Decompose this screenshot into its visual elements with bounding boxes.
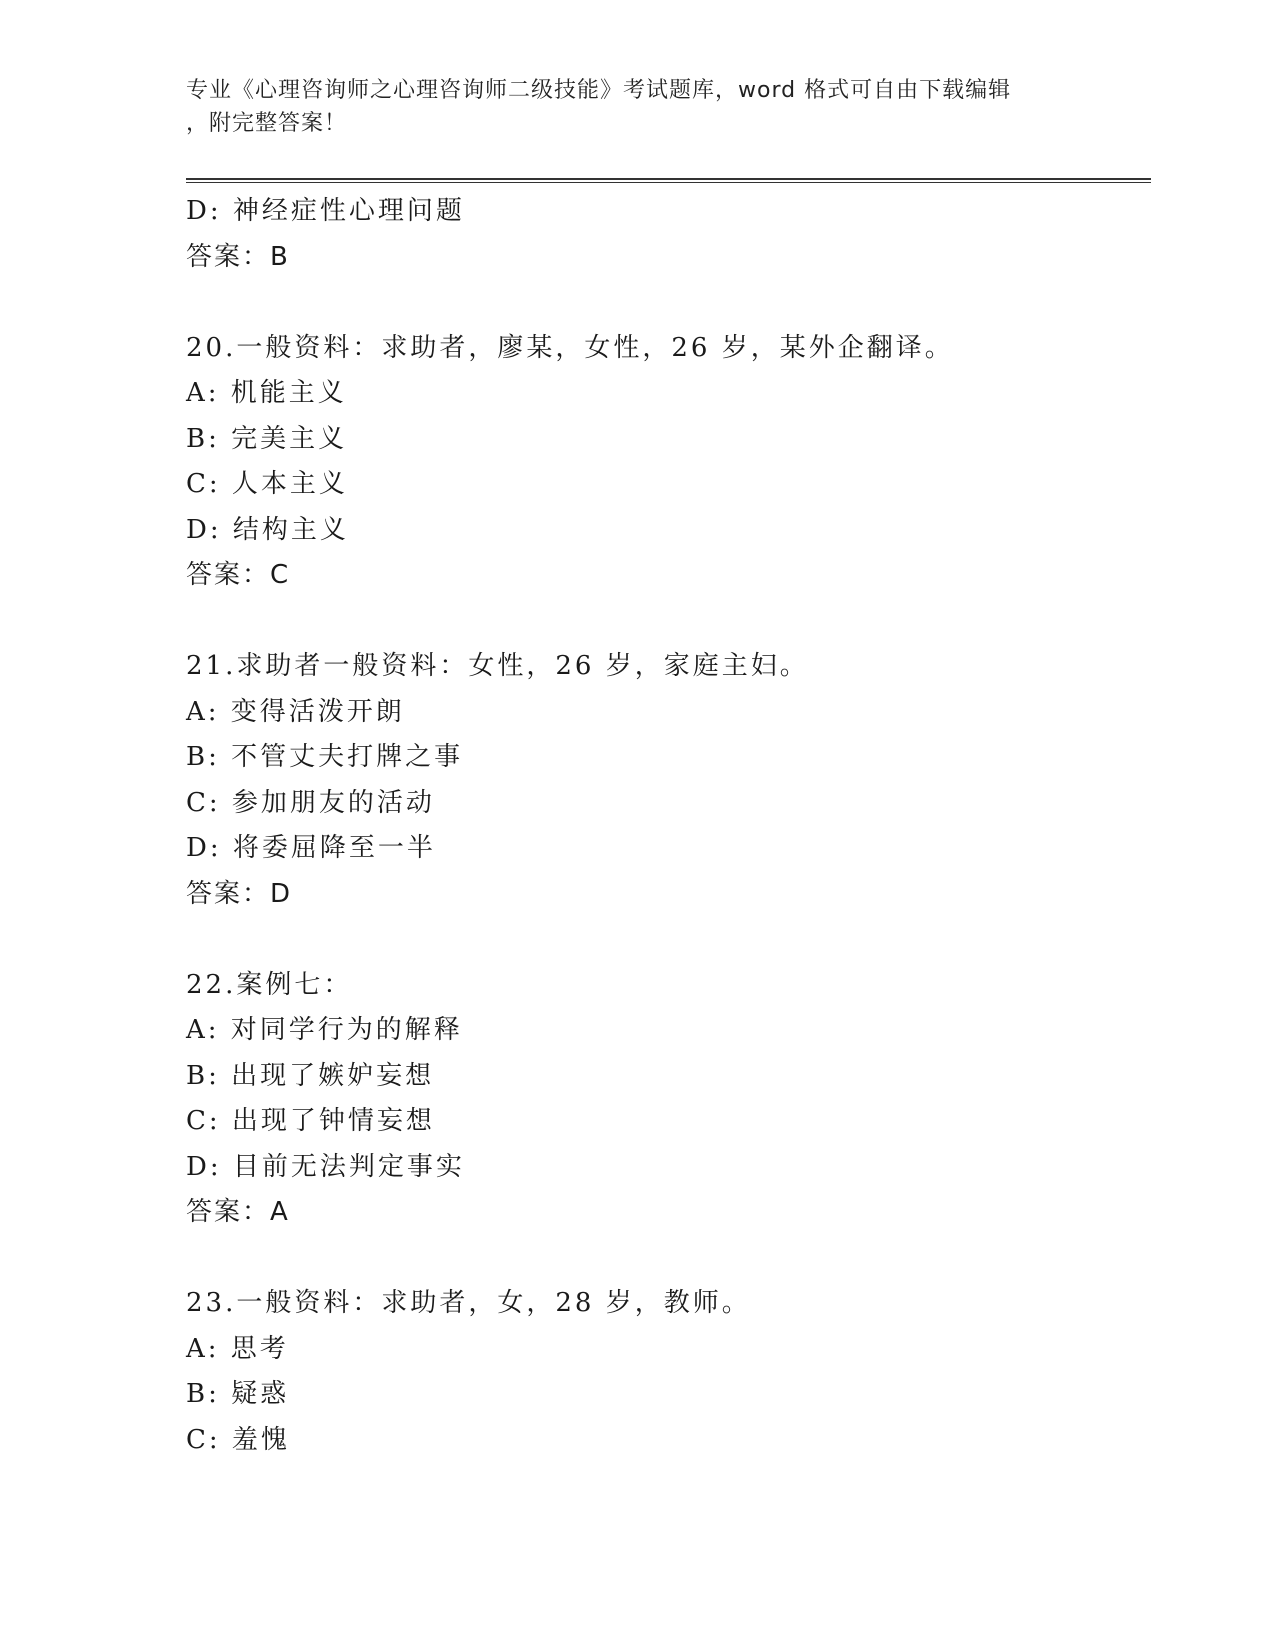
option-a: A: 对同学行为的解释 (186, 1015, 463, 1045)
header-divider-thin (186, 182, 1151, 183)
answer-line: 答案：D (186, 878, 293, 909)
option-c: C: 出现了钟情妄想 (186, 1106, 435, 1136)
document-header (186, 74, 1086, 140)
option-b: B: 出现了嫉妒妄想 (186, 1060, 435, 1091)
question-stem: 20.一般资料：求助者，廖某，女性，26 岁，某外企翻译。 (186, 332, 954, 363)
question-stem: 22.案例七： (186, 969, 353, 1000)
question-stem: 21.求助者一般资料：女性，26 岁，家庭主妇。 (186, 651, 809, 681)
header-divider-thick (186, 178, 1151, 180)
answer-line: 答案：A (186, 1197, 290, 1227)
option-d: D: 结构主义 (186, 514, 349, 545)
header-line-1: 专业《心理咨询师之心理咨询师二级技能》考试题库，word 格式可自由下载编辑 (186, 78, 1012, 103)
option-a: A: 机能主义 (186, 378, 347, 408)
option-c: C: 人本主义 (186, 469, 348, 499)
question-stem: 23.一般资料：求助者，女，28 岁，教师。 (186, 1288, 751, 1318)
option-a: A: 变得活泼开朗 (186, 696, 405, 727)
question-list (186, 189, 1146, 1463)
header-line-2: ，附完整答案！ (186, 111, 348, 136)
option-d: D: 目前无法判定事实 (186, 1151, 465, 1182)
option-d: D: 将委屈降至一半 (186, 833, 436, 863)
option-b: B: 完美主义 (186, 423, 348, 454)
answer-line: 答案：B (186, 241, 290, 272)
question-block (186, 1281, 1146, 1463)
option-b: B: 不管丈夫打牌之事 (186, 742, 464, 772)
option-c: C: 参加朋友的活动 (186, 787, 435, 818)
answer-line: 答案：C (186, 560, 291, 590)
question-block (186, 963, 1146, 1236)
option-b: B: 疑惑 (186, 1379, 290, 1409)
option-a: A: 思考 (186, 1333, 289, 1364)
question-block (186, 644, 1146, 917)
question-block (186, 326, 1146, 599)
option-c: C: 羞愧 (186, 1424, 290, 1455)
option-d: D: 神经症性心理问题 (186, 196, 465, 226)
